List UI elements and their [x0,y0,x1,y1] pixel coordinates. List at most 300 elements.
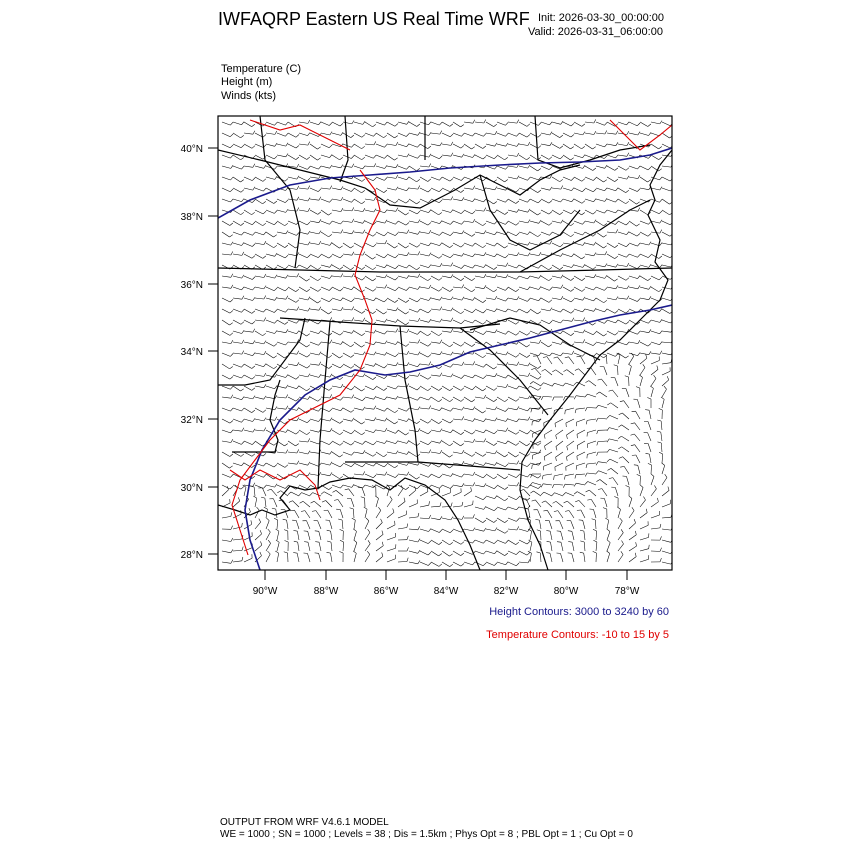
wind-barb-flag [567,435,568,439]
wind-barb-flag [594,242,596,245]
wind-barb-flag [627,286,629,289]
wind-barb-flag [506,418,508,421]
wind-barb [442,353,451,355]
wind-barb [398,419,407,422]
wind-barb-flag [333,490,337,492]
wind-barb-flag [538,322,541,325]
wind-barb [651,331,660,334]
wind-barb [475,199,484,202]
wind-barb [354,254,363,255]
wind-barb [519,276,528,279]
wind-barb-flag [659,147,662,149]
wind-barb [555,493,563,496]
wind-barb [596,166,605,168]
wind-barb [554,474,563,476]
wind-barb [376,397,385,400]
wind-barb-flag [461,125,464,127]
wind-barb-flag [637,299,640,302]
wind-barb [244,309,252,313]
wind-barb-flag [327,530,331,531]
wind-barb [611,468,618,474]
wind-barb-flag [351,387,354,390]
wind-barb-flag [352,307,354,311]
wind-barb-flag [363,407,365,410]
wind-barb [332,199,341,201]
wind-barb [598,418,607,419]
wind-barb-flag [230,189,233,192]
wind-barb [486,243,494,246]
wind-barb-flag [345,489,349,490]
wind-barb-flag [549,212,552,215]
wind-barb-flag [429,122,432,125]
wind-barb-flag [330,428,332,431]
wind-barb-flag [319,231,321,234]
wind-barb [607,532,610,541]
temperature-contour-north [232,170,380,555]
wind-barb-flag [450,222,453,225]
wind-barb [409,463,418,465]
wind-barb [354,122,363,124]
wind-barb [618,243,626,247]
wind-barb-flag [631,445,635,446]
wind-barb-flag [439,564,442,567]
wind-barb-flag [561,285,563,289]
wind-barb-flag [241,389,244,391]
wind-barb-flag [340,356,343,358]
wind-barb [618,309,626,313]
wind-barb-flag [483,454,486,457]
wind-barb-flag [505,487,508,490]
wind-barb [613,478,618,485]
wind-barb-flag [263,135,266,138]
wind-barb-flag [571,278,574,281]
wind-barb-flag [231,177,234,180]
wind-barb [607,331,615,335]
wind-barb [475,529,484,531]
wind-barb [299,243,308,245]
wind-barb [233,331,242,334]
wind-barb [321,298,329,302]
wind-barb [332,188,341,190]
map-title: IWFAQRP Eastern US Real Time WRF [218,9,530,29]
wind-barb [288,221,296,225]
wind-barb [651,489,656,496]
wind-barb-flag [626,311,629,314]
wind-barb [244,364,252,369]
wind-barb [222,243,231,245]
wind-barb [310,441,319,444]
wind-barb-flag [538,377,541,380]
wind-barb [442,441,450,446]
wind-barb [365,397,374,399]
wind-barb [365,254,372,259]
wind-barb-flag [473,407,475,410]
wind-barb [354,430,362,435]
wind-barb [332,452,340,457]
wind-barb [310,419,319,422]
wind-barb [585,243,594,245]
wind-barb-flag [275,143,277,146]
wind-barb-flag [603,235,606,237]
wind-barb-flag [648,278,651,280]
wind-barb [409,287,418,289]
wind-barb-flag [439,542,442,545]
wind-barb [387,430,395,433]
wind-barb-flag [293,530,297,531]
wind-barb [556,501,563,507]
wind-barb-flag [604,246,607,248]
wind-barb [233,232,241,235]
wind-barb-flag [417,309,420,312]
wind-barb-flag [429,253,431,256]
wind-barb [453,144,461,148]
wind-barb-flag [473,418,475,421]
wind-barb [519,287,528,290]
wind-barb-flag [657,431,661,432]
wind-barb [624,466,629,474]
wind-barb-flag [385,341,387,344]
wind-barb [588,441,597,444]
wind-barb-flag [440,407,443,410]
wind-barb [607,210,616,213]
wind-barb [340,509,343,518]
wind-barb [409,133,418,135]
wind-barb [365,265,373,270]
wind-barb-flag [583,330,585,333]
wind-barb-flag [557,542,561,543]
wind-barb [409,331,417,334]
wind-barb [332,210,341,212]
wind-barb [233,527,242,529]
wind-barb-flag [626,168,629,171]
wind-barb [288,144,296,148]
wind-barb-flag [230,155,233,158]
wind-barb-flag [646,453,650,454]
wind-barb [398,210,406,215]
wind-barb [584,531,585,540]
wind-barb-flag [462,285,464,289]
wind-barb-flag [406,201,409,204]
wind-barb-flag [593,343,596,346]
wind-barb-flag [648,167,651,170]
wind-barb-flag [418,318,420,321]
wind-barb [572,553,574,562]
wind-barb [376,452,384,457]
wind-barb-flag [363,121,365,124]
wind-barb [255,474,263,477]
lon-label: 84°W [433,586,459,597]
wind-barb-flag [658,442,662,443]
wind-barb [299,452,308,454]
wind-barb [376,320,385,322]
wind-barb-flag [418,220,420,223]
wind-barb [254,487,255,496]
wind-barb [508,221,516,225]
wind-barb-flag [406,408,409,411]
wind-barb [409,485,417,489]
wind-barb-flag [285,179,288,182]
wind-barb [332,485,340,488]
wind-barb [596,144,605,147]
wind-barb-flag [505,399,508,402]
wind-barb [277,232,286,234]
lat-label: 34°N [180,347,203,358]
wind-barb [298,542,299,551]
wind-barb-flag [308,374,310,377]
wind-barb [596,199,605,201]
wind-barb-flag [538,146,541,149]
wind-barb-flag [615,245,618,248]
wind-barb [376,309,384,314]
wind-barb [545,441,553,446]
wind-barb [552,199,561,202]
wind-barb-flag [363,485,366,488]
wind-barb [332,133,341,135]
wind-barb [442,221,450,224]
wind-barb-flag [626,322,629,325]
wind-barb [222,221,230,226]
wind-barb-flag [450,486,453,489]
wind-barb-flag [296,145,299,148]
wind-barb-flag [516,233,519,236]
wind-barb [332,287,340,291]
wind-barb-flag [483,245,486,247]
wind-barb [508,419,517,422]
wind-barb [561,542,563,551]
wind-barb-flag [231,512,232,516]
wind-barb [233,408,242,411]
wind-barb [563,155,571,160]
wind-barb-flag [296,444,299,446]
wind-barb-flag [418,373,420,377]
wind-barb-flag [596,471,599,474]
wind-barb-flag [635,531,636,535]
wind-barb-flag [286,209,288,212]
wind-barb [475,287,484,289]
wind-barb [610,415,618,419]
wind-barb [442,265,451,266]
wind-barb-flag [307,345,310,347]
wind-barb-flag [552,484,554,488]
wind-barb-flag [242,252,244,256]
wind-barb [583,520,585,529]
wind-barb [596,265,605,267]
wind-barb [607,254,615,259]
wind-barb-flag [307,178,310,181]
wind-barb-flag [659,157,662,159]
wind-barb-flag [574,483,576,486]
wind-barb-flag [531,368,535,369]
wind-barb-flag [384,135,387,137]
wind-barb [277,520,278,529]
wind-barb [552,210,560,215]
wind-barb-flag [384,464,387,467]
wind-barb [609,439,618,441]
wind-barb [587,463,596,464]
wind-barb-flag [231,408,234,411]
wind-barb-flag [252,200,255,203]
wind-barb [222,353,230,356]
wind-barb-flag [373,289,376,292]
wind-barb-flag [406,134,409,137]
wind-barb [310,397,318,401]
wind-barb [607,276,614,281]
wind-barb-flag [312,511,316,512]
wind-barb-flag [626,201,629,203]
wind-barb [442,122,450,126]
wind-barb [442,298,451,300]
wind-barb-flag [638,166,641,169]
wind-barb [544,383,552,386]
wind-barb [552,122,561,124]
wind-barb-flag [472,310,475,313]
wind-barb-flag [450,124,453,127]
wind-barb [288,133,296,137]
wind-barb [343,331,352,333]
wind-barb-flag [631,434,635,435]
wind-barb [612,390,618,397]
wind-barb [475,243,483,248]
wind-barb [475,320,483,324]
wind-barb-flag [627,122,630,125]
wind-barb-flag [539,252,541,255]
wind-barb [596,243,604,248]
wind-barb [409,342,418,343]
wind-barb-flag [418,428,420,431]
wind-barb-flag [527,310,530,313]
wind-barb-flag [538,312,541,314]
wind-barb [635,423,640,430]
wind-barb-flag [582,146,585,148]
wind-barb-flag [241,442,244,445]
wind-barb [640,265,649,267]
wind-barb [255,243,264,245]
lon-label: 88°W [313,586,339,597]
wind-barb-flag [407,472,409,476]
wind-barb-flag [451,209,454,212]
wind-barb-flag [275,330,278,333]
wind-barb-flag [571,211,574,214]
wind-barb-flag [528,209,530,212]
wind-barb-flag [241,309,244,312]
wind-barb-flag [572,351,574,355]
wind-barb [365,122,373,127]
wind-barb [296,520,299,529]
wind-barb [287,520,288,529]
wind-barb [587,419,596,420]
wind-barb-flag [668,487,669,491]
wind-barb [354,331,362,336]
wind-barb-flag [231,252,233,256]
wind-barb [651,515,660,518]
wind-barb-flag [373,133,376,136]
wind-barb [475,364,483,367]
wind-barb-flag [473,219,475,222]
wind-barb-flag [517,252,519,255]
wind-barb-flag [296,289,299,291]
wind-barb [486,386,494,390]
wind-barb-flag [416,477,419,479]
wind-barb-flag [583,264,585,267]
wind-barb [222,540,231,542]
wind-barb [222,551,231,553]
wind-barb [343,254,352,255]
wind-barb-flag [575,369,579,371]
wind-barb-flag [363,318,365,322]
wind-barb [497,408,505,412]
wind-barb [310,364,319,365]
wind-barb [310,122,319,125]
wind-barb-flag [604,300,607,302]
wind-barb-flag [461,344,464,347]
wind-barb-flag [561,199,564,202]
wind-barb-flag [297,417,299,420]
wind-barb-flag [639,375,642,378]
wind-barb-flag [242,330,244,333]
wind-barb-flag [527,552,530,555]
wind-barb [331,531,332,540]
wind-barb [299,276,306,281]
wind-barb [376,254,384,258]
wind-barb [475,540,483,543]
wind-barb-flag [439,485,442,488]
wind-barb [475,133,483,136]
wind-barb-flag [242,428,244,432]
wind-barb [354,155,362,160]
wind-barb-flag [308,308,310,311]
wind-barb [288,386,297,389]
wind-barb-flag [340,476,343,478]
wind-barb-flag [473,439,475,442]
wind-barb-flag [264,364,267,367]
wind-barb-flag [242,296,244,300]
wind-barb-flag [561,331,564,334]
wind-barb [222,364,230,369]
wind-barb [486,452,495,454]
wind-barb [398,188,407,191]
wind-barb [572,531,574,540]
wind-barb [299,419,307,423]
wind-barb-flag [418,550,420,553]
wind-barb [233,441,241,444]
wind-barb-flag [539,220,541,223]
wind-barb-flag [472,431,475,434]
wind-barb [566,452,574,457]
wind-barb [544,463,552,466]
wind-barb [291,492,299,496]
wind-barb-flag [329,234,332,236]
wind-barb [387,177,396,178]
wind-barb-flag [643,497,645,500]
wind-barb [618,366,619,375]
wind-barb-flag [473,265,476,268]
wind-barb [293,501,300,507]
wind-barb-flag [484,439,486,443]
wind-barb [618,122,627,125]
wind-barb-flag [483,563,486,566]
wind-barb-flag [319,219,321,222]
wind-barb [244,375,252,379]
wind-barb [662,551,671,554]
wind-barb-flag [315,531,319,532]
wind-barb-flag [428,442,431,445]
wind-barb [577,430,585,434]
wind-barb [244,320,252,324]
wind-barb-flag [362,135,365,138]
wind-barb-flag [428,563,431,566]
wind-barb-flag [385,240,387,244]
wind-barb-flag [242,166,245,169]
